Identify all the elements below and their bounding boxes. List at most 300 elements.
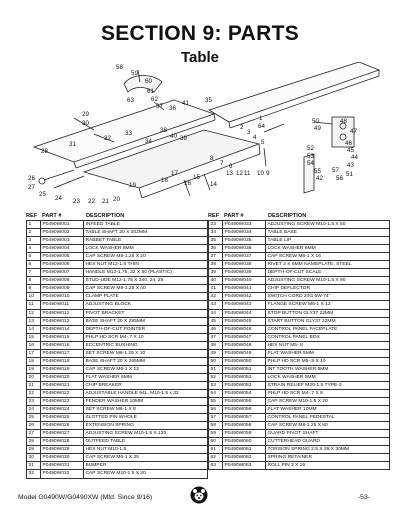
ref-cell: 33: [209, 221, 223, 229]
description-cell: ROLL PIN 3 X 16: [266, 462, 390, 470]
table-row: [27, 446, 208, 454]
part-number-cell: P0490W029: [41, 446, 84, 454]
callout: 13: [226, 170, 233, 177]
part-number-cell: P0490W001: [41, 221, 84, 229]
part-number-cell: P0490W024: [41, 406, 84, 414]
callout: 62: [151, 96, 158, 103]
table-row: [27, 470, 208, 478]
ref-cell: 2: [27, 229, 41, 237]
description-cell: SLOTTED PIN WHOLE: [84, 414, 208, 422]
callout: 21: [102, 198, 109, 205]
ref-cell: 55: [209, 398, 223, 406]
table-row: [209, 285, 390, 293]
part-number-cell: P0490W025: [41, 414, 84, 422]
callout: 22: [88, 198, 95, 205]
ref-cell: 21: [27, 381, 41, 389]
callout: 25: [39, 191, 46, 198]
part-number-cell: P0490W040: [223, 277, 266, 285]
ref-cell: 35: [209, 237, 223, 245]
part-number-cell: P0490W035: [223, 237, 266, 245]
parts-diagram: [14, 62, 386, 207]
callout: 4: [253, 134, 257, 141]
description-cell: HEX NUT M10-1.5: [84, 446, 208, 454]
table-row: [209, 454, 390, 462]
part-header: PART #: [224, 213, 244, 219]
ref-cell: 44: [209, 309, 223, 317]
part-number-cell: P0490W063: [223, 462, 266, 470]
part-number-cell: P0490W003: [41, 237, 84, 245]
part-number-cell: P0490W020: [41, 373, 84, 381]
part-number-cell: P0490W039: [223, 269, 266, 277]
description-cell: START BUTTON GLY37 22MM: [266, 317, 390, 325]
callout: 20: [113, 196, 120, 203]
ref-cell: 60: [209, 438, 223, 446]
callout: 50: [312, 118, 319, 125]
callout: 33: [125, 130, 132, 137]
description-cell: BASE SHAFT 20 X 285MM: [84, 317, 208, 325]
ref-cell: 4: [27, 245, 41, 253]
part-number-cell: P0490W033: [223, 221, 266, 229]
description-cell: CAP SCREW M8-1.25 X 80: [266, 422, 390, 430]
part-number-cell: P0490W030: [41, 454, 84, 462]
table-row: [27, 341, 208, 349]
description-cell: STOP BUTTON GLY37 22MM: [266, 309, 390, 317]
description-cell: CONTROL PANEL BOX: [266, 333, 390, 341]
part-number-cell: P0490W011: [41, 301, 84, 309]
table-row: [209, 414, 390, 422]
table-row: [209, 381, 390, 389]
description-cell: SET SCREW M8-1.25 X 10: [84, 349, 208, 357]
ref-cell: 59: [209, 430, 223, 438]
table-row: [27, 430, 208, 438]
table-row: [27, 438, 208, 446]
ref-cell: 32: [27, 470, 41, 478]
table-row: [209, 349, 390, 357]
part-number-cell: P0490W038: [223, 261, 266, 269]
part-number-cell: P0490W009: [41, 285, 84, 293]
part-number-cell: P0490W022: [41, 389, 84, 397]
ref-cell: 62: [209, 454, 223, 462]
callout: 47: [350, 128, 357, 135]
description-cell: ADJUSTING SCREW M10-1.5 X 90: [266, 277, 390, 285]
table-row: [27, 261, 208, 269]
callout: 34: [145, 138, 152, 145]
ref-cell: 27: [27, 430, 41, 438]
description-cell: LOCK WASHER 6MM: [266, 245, 390, 253]
callout: 40: [170, 133, 177, 140]
table-header: [208, 212, 390, 220]
ref-cell: 11: [27, 301, 41, 309]
description-cell: OUTFEED TABLE: [84, 438, 208, 446]
callout: 49: [314, 125, 321, 132]
ref-cell: 53: [209, 381, 223, 389]
description-cell: CONTROL PANEL FACEPLATE: [266, 325, 390, 333]
description-cell: HANDLE M12-1.75, 32 X 80 (PLASTIC): [84, 269, 208, 277]
description-cell: CAP SCREW M10-1.5 X 30: [84, 470, 208, 478]
ref-cell: 28: [27, 438, 41, 446]
part-number-cell: P0490W042: [223, 293, 266, 301]
callout: 15: [193, 174, 200, 181]
ref-cell: 43: [209, 301, 223, 309]
parts-list-left: [26, 212, 208, 479]
callout: 11: [244, 170, 251, 177]
ref-cell: 38: [209, 261, 223, 269]
part-number-cell: P0490W061: [223, 446, 266, 454]
ref-cell: 31: [27, 462, 41, 470]
table-row: [209, 229, 390, 237]
description-cell: BUMPER: [84, 462, 208, 470]
description-cell: CLAMP PLATE: [84, 293, 208, 301]
callout: 60: [145, 78, 152, 85]
callout: 55: [314, 168, 321, 175]
part-number-cell: P0490W017: [41, 349, 84, 357]
callout: 17: [171, 170, 178, 177]
table-row: [27, 357, 208, 365]
description-cell: SPRING RETAINER: [266, 454, 390, 462]
callout: 3: [247, 129, 251, 136]
part-number-cell: P0490W047: [223, 333, 266, 341]
ref-cell: 14: [27, 325, 41, 333]
table-row: [27, 221, 208, 229]
ref-header: REF: [26, 213, 38, 219]
table-row: [27, 333, 208, 341]
callout: 31: [69, 141, 76, 148]
part-number-cell: P0490W034: [223, 229, 266, 237]
part-number-cell: P0490W007: [41, 269, 84, 277]
ref-cell: 3: [27, 237, 41, 245]
ref-cell: 57: [209, 414, 223, 422]
table-row: [27, 406, 208, 414]
ref-cell: 30: [27, 454, 41, 462]
callout: 43: [347, 162, 354, 169]
table-row: [209, 301, 390, 309]
part-number-cell: P0490W044: [223, 309, 266, 317]
description-cell: CAP SCREW M6-1 X 25: [84, 454, 208, 462]
part-number-cell: P0490W055: [223, 398, 266, 406]
callout: 32: [104, 135, 111, 142]
callout: 36: [169, 105, 176, 112]
ref-cell: 24: [27, 406, 41, 414]
table-row: [27, 245, 208, 253]
table-row: [27, 229, 208, 237]
table-row: [27, 277, 208, 285]
description-cell: EXTENSION SPRING: [84, 422, 208, 430]
description-cell: GUARD PIVOT SHAFT: [266, 430, 390, 438]
part-number-cell: P0490W027: [41, 430, 84, 438]
table-row: [27, 301, 208, 309]
ref-cell: 61: [209, 446, 223, 454]
part-number-cell: P0490W004: [41, 245, 84, 253]
ref-cell: 63: [209, 462, 223, 470]
ref-cell: 42: [209, 293, 223, 301]
ref-cell: 12: [27, 309, 41, 317]
description-cell: RABBET TABLE: [84, 237, 208, 245]
ref-cell: 19: [27, 365, 41, 373]
ref-cell: 6: [27, 261, 41, 269]
ref-cell: 18: [27, 357, 41, 365]
part-number-cell: P0490W031: [41, 462, 84, 470]
part-number-cell: P0490W015: [41, 333, 84, 341]
cutterhead-guard-shape: [124, 76, 162, 93]
ref-cell: 20: [27, 373, 41, 381]
callout: 30: [82, 120, 89, 127]
table-row: [209, 365, 390, 373]
callout: 59: [131, 70, 138, 77]
description-cell: ECCENTRIC BUSHING: [84, 341, 208, 349]
callout: 9: [266, 170, 270, 177]
ref-cell: 16: [27, 341, 41, 349]
table-row: [27, 414, 208, 422]
table-row: [27, 365, 208, 373]
description-cell: CAP SCREW M10-1.5 X 20: [266, 398, 390, 406]
ref-cell: 51: [209, 365, 223, 373]
ref-cell: 22: [27, 389, 41, 397]
part-number-cell: P0490W057: [223, 414, 266, 422]
table-row: [27, 269, 208, 277]
part-number-cell: P0490W023: [41, 398, 84, 406]
description-cell: CAP SCREW M8-1.25 X 40: [84, 285, 208, 293]
callout: 10: [257, 170, 264, 177]
part-number-cell: P0490W056: [223, 406, 266, 414]
table-header: [26, 212, 208, 220]
part-number-cell: P0490W010: [41, 293, 84, 301]
callout: 14: [210, 181, 217, 188]
description-cell: DEPTH-OF-CUT SCALE: [266, 269, 390, 277]
ref-cell: 40: [209, 277, 223, 285]
description-cell: STUD-UDE M12-1.75 X 340, 24, 28: [84, 277, 208, 285]
table-row: [209, 438, 390, 446]
description-cell: FLAT WASHER 5MM: [266, 349, 390, 357]
description-cell: LOCK WASHER 5MM: [266, 373, 390, 381]
description-cell: PIVOT BRACKET: [84, 309, 208, 317]
description-cell: ADJUSTABLE HANDLE 94L, M10-1.5 x 32: [84, 389, 208, 397]
callout: 45: [347, 147, 354, 154]
table-row: [209, 398, 390, 406]
ref-cell: 52: [209, 373, 223, 381]
callout: 51: [346, 171, 353, 178]
description-header: DESCRIPTION: [268, 213, 307, 219]
table-row: [209, 237, 390, 245]
part-number-cell: P0490W006: [41, 261, 84, 269]
description-cell: ADJUSTING BLOCK: [84, 301, 208, 309]
table-row: [209, 389, 390, 397]
description-cell: INFEED TABLE: [84, 221, 208, 229]
description-cell: CONTROL PANEL PEDESTAL: [266, 414, 390, 422]
description-cell: TABLE LIP: [266, 237, 390, 245]
part-number-cell: P0490W053: [223, 381, 266, 389]
description-cell: CHIP BREAKER: [84, 381, 208, 389]
callout: 7: [220, 160, 224, 167]
table-row: [209, 269, 390, 277]
table-row: [209, 333, 390, 341]
description-cell: CAP SCREW M8-1.25 X 20: [84, 253, 208, 261]
description-cell: LOCK WASHER 8MM: [84, 245, 208, 253]
table-row: [27, 398, 208, 406]
table-row: [209, 309, 390, 317]
callout: 2: [240, 124, 244, 131]
ref-cell: 10: [27, 293, 41, 301]
callout: 46: [345, 140, 352, 147]
callout: 54: [307, 160, 314, 167]
description-cell: SET SCREW M6-1 X 8: [84, 406, 208, 414]
table-row: [27, 325, 208, 333]
table-row: [27, 349, 208, 357]
description-cell: FLAT WASHER 6MM: [84, 373, 208, 381]
description-cell: RIVET 2 X 6MM NAMEPLATE, STEEL: [266, 261, 390, 269]
callout: 48: [340, 118, 347, 125]
description-cell: INT TOOTH WASHER 5MM: [266, 365, 390, 373]
part-number-cell: P0490W016: [41, 341, 84, 349]
table-row: [209, 406, 390, 414]
part-number-cell: P0490W014: [41, 325, 84, 333]
part-header: PART #: [42, 213, 62, 219]
ref-cell: 45: [209, 317, 223, 325]
description-cell: PHLP HD SCR M5-.8 X 10: [266, 357, 390, 365]
callout: 19: [129, 182, 136, 189]
description-cell: HEX NUT M5-.8: [266, 341, 390, 349]
callout: 27: [28, 184, 35, 191]
part-number-cell: P0490W043: [223, 301, 266, 309]
callout: 52: [307, 145, 314, 152]
description-cell: STRAIN RELIEF M20-1.5 TYPE-3: [266, 381, 390, 389]
description-cell: FLANGE SCREW M6-1 X 12: [266, 301, 390, 309]
bear-logo-icon: [190, 486, 208, 504]
table-row: [209, 325, 390, 333]
description-cell: FENDER WASHER 10MM: [84, 398, 208, 406]
part-number-cell: P0490W054: [223, 389, 266, 397]
part-number-cell: P0490W052: [223, 373, 266, 381]
callout: 1: [259, 115, 263, 122]
ref-cell: 8: [27, 277, 41, 285]
part-number-cell: P0490W041: [223, 285, 266, 293]
part-number-cell: P0490W019: [41, 365, 84, 373]
infeed-table-shape: [209, 62, 379, 122]
callout: 61: [147, 88, 154, 95]
ref-cell: 37: [209, 253, 223, 261]
ref-cell: 39: [209, 269, 223, 277]
ref-cell: 25: [27, 414, 41, 422]
callout: 56: [336, 175, 343, 182]
callout: 63: [127, 97, 134, 104]
description-cell: CAP SCREW M6-1 X 16: [266, 253, 390, 261]
table-row: [27, 373, 208, 381]
ref-header: REF: [208, 213, 220, 219]
part-number-cell: P0490W051: [223, 365, 266, 373]
ref-cell: 47: [209, 333, 223, 341]
description-cell: HEX NUT M12-1.5 THIN: [84, 261, 208, 269]
description-cell: CUTTERHEAD GUARD: [266, 438, 390, 446]
ref-cell: 29: [27, 446, 41, 454]
ref-cell: 1: [27, 221, 41, 229]
parts-table-right: [208, 220, 390, 470]
part-number-cell: P0490W028: [41, 438, 84, 446]
callout: 38: [160, 127, 167, 134]
part-number-cell: P0490W002: [41, 229, 84, 237]
ref-cell: 26: [27, 422, 41, 430]
table-row: [209, 446, 390, 454]
ref-cell: 9: [27, 285, 41, 293]
table-row: [27, 454, 208, 462]
ref-cell: 49: [209, 349, 223, 357]
ref-cell: 36: [209, 245, 223, 253]
callout: 42: [316, 175, 323, 182]
description-cell: FLAT WASHER 10MM: [266, 406, 390, 414]
callout: 58: [116, 64, 123, 71]
part-number-cell: P0490W045: [223, 317, 266, 325]
table-row: [209, 357, 390, 365]
table-row: [209, 373, 390, 381]
part-number-cell: P0490W012: [41, 309, 84, 317]
description-cell: CAP SCREW M6-1 X 12: [84, 365, 208, 373]
table-row: [209, 341, 390, 349]
table-row: [27, 381, 208, 389]
description-cell: TORSION SPRING 2.5 X 26 X 30MM: [266, 446, 390, 454]
callout: 16: [184, 180, 191, 187]
table-row: [209, 462, 390, 470]
callout: 18: [161, 177, 168, 184]
callout: 44: [351, 154, 358, 161]
ref-cell: 46: [209, 325, 223, 333]
callout: 23: [73, 198, 80, 205]
description-cell: CHIP DEFLECTOR: [266, 285, 390, 293]
table-row: [209, 293, 390, 301]
description-cell: DEPTH-OF-CUT POINTER: [84, 325, 208, 333]
table-row: [27, 285, 208, 293]
callout: 5: [261, 139, 265, 146]
description-cell: TABLE BASE: [266, 229, 390, 237]
description-cell: ADJUSTING SCREW M10-1.5 X 50: [266, 221, 390, 229]
part-number-cell: P0490W026: [41, 422, 84, 430]
model-footer: Model G0490W/G0490XW (Mfd. Since 9/16): [18, 494, 153, 501]
callout: 12: [236, 170, 243, 177]
ref-cell: 48: [209, 341, 223, 349]
table-row: [27, 462, 208, 470]
part-number-cell: P0490W048: [223, 341, 266, 349]
part-number-cell: P0490W036: [223, 245, 266, 253]
callout: 8: [210, 155, 214, 162]
part-number-cell: P0490W013: [41, 317, 84, 325]
ref-cell: 17: [27, 349, 41, 357]
table-row: [27, 237, 208, 245]
table-row: [27, 309, 208, 317]
callout: 35: [205, 97, 212, 104]
description-cell: TABLE SHAFT 20 X 202MM: [84, 229, 208, 237]
part-number-cell: P0490W008: [41, 277, 84, 285]
part-number-cell: P0490W018: [41, 357, 84, 365]
part-number-cell: P0490W021: [41, 381, 84, 389]
part-number-cell: P0490W062: [223, 454, 266, 462]
table-row: [209, 221, 390, 229]
ref-cell: 13: [27, 317, 41, 325]
part-number-cell: P0490W050: [223, 357, 266, 365]
parts-table-left: [26, 220, 208, 479]
description-cell: ADJUSTING SCREW M10-1.5 X 120: [84, 430, 208, 438]
callout: 37: [156, 103, 163, 110]
ref-cell: 41: [209, 285, 223, 293]
part-number-cell: P0490W060: [223, 438, 266, 446]
description-header: DESCRIPTION: [86, 213, 125, 219]
table-row: [209, 261, 390, 269]
table-row: [27, 389, 208, 397]
table-row: [27, 253, 208, 261]
part-number-cell: P0490W058: [223, 422, 266, 430]
part-number-cell: P0490W037: [223, 253, 266, 261]
part-number-cell: P0490W032: [41, 470, 84, 478]
ref-cell: 23: [27, 398, 41, 406]
ref-cell: 15: [27, 333, 41, 341]
ref-cell: 7: [27, 269, 41, 277]
page-number: -53-: [357, 494, 370, 501]
